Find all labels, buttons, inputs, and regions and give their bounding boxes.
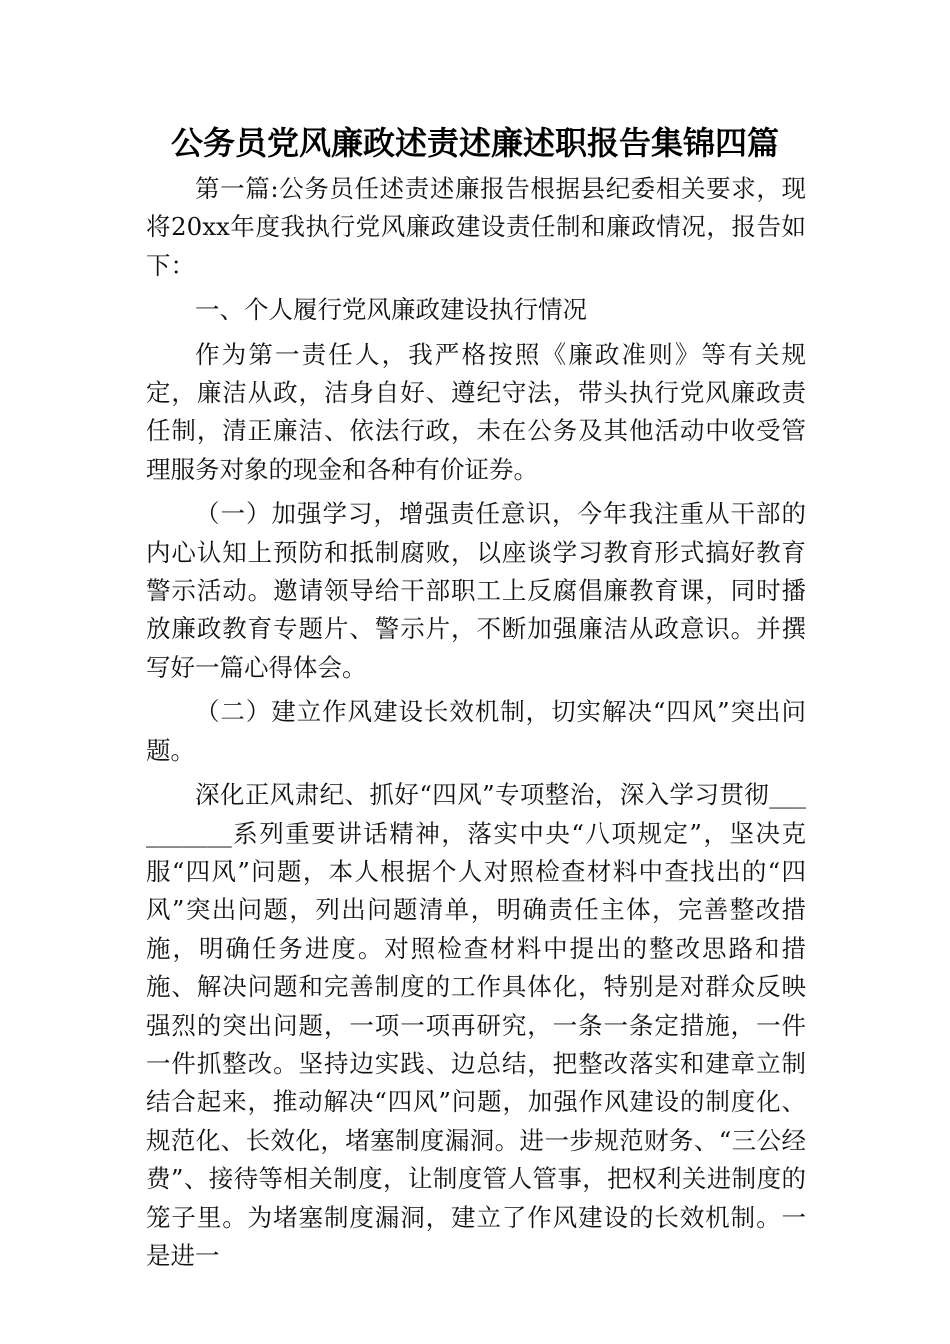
paragraph-four-styles: 深化正风肃纪、抓好“四风”专项整治，深入学习贯彻__________系列重要讲话精神，落实中央“八项规定”，坚决克服“四风”问题，本人根据个人对照检查材料中查找出的“四风”突出问题，列出问题清单，明确责任主体，完善整改措施，明确任务进度。对照检查材料中提出的整改思路和措施、解决问题和完善制度的工作具体化，特别是对群众反映强烈的突出问题，一项一项再研究，一条一条定措施，一件一件抓整改。坚持边实践、边总结，把整改落实和建章立制结合起来，推动解决“四风”问题，加强作风建设的制度化、规范化、长效化，堵塞制度漏洞。进一步规范财务、“三公经费”、接待等相关制度，让制度管人管事，把权利关进制度的笼子里。为堵塞制度漏洞，建立了作风建设的长效机制。一是进一 <box>146 780 806 1270</box>
section-heading-1: 一、个人履行党风廉政建设执行情况 <box>195 295 587 325</box>
document-title: 公务员党风廉政述责述廉述职报告集锦四篇 <box>170 124 779 162</box>
paragraph-responsibility: 作为第一责任人，我严格按照《廉政准则》等有关规定，廉洁从政，洁身自好、遵纪守法，带头执行党风廉政责任制，清正廉洁、依法行政，未在公务及其他活动中收受管理服务对象的现金和各种有价证券。 <box>146 339 806 484</box>
document-body <box>146 170 806 1275</box>
paragraph-intro: 第一篇:公务员任述责述廉报告根据县纪委相关要求，现将20xx年度我执行党风廉政建设责任制和廉政情况，报告如下： <box>146 174 806 280</box>
paragraph-mechanism-heading: （二）建立作风建设长效机制，切实解决“四风”突出问题。 <box>146 697 806 765</box>
paragraph-study: （一）加强学习，增强责任意识，今年我注重从干部的内心认知上预防和抵制腐败，以座谈学习教育形式搞好教育警示活动。邀请领导给干部职工上反腐倡廉教育课，同时播放廉政教育专题片、警示片，不断加强廉洁从政意识。并撰写好一篇心得体会。 <box>146 499 806 682</box>
